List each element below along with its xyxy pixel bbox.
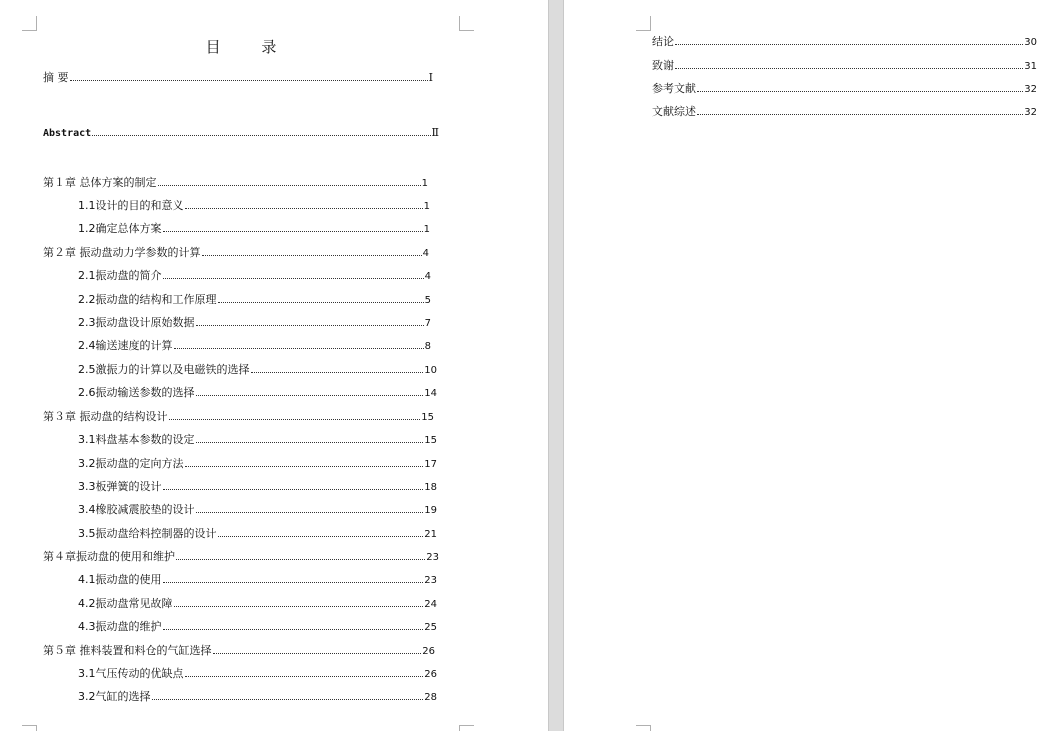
- toc-entry-label: 2.2振动盘的结构和工作原理: [78, 293, 217, 306]
- toc-entry[interactable]: [78, 315, 431, 330]
- toc-entry-page: 25: [424, 622, 437, 633]
- toc-entry-page: 26: [424, 669, 437, 680]
- toc-entry-label: 摘 要: [43, 71, 69, 84]
- toc-entry-page: 28: [424, 692, 437, 703]
- toc-entry-label: 2.4输送速度的计算: [78, 339, 173, 352]
- dot-leader: [218, 293, 424, 303]
- toc-entry[interactable]: [78, 572, 437, 587]
- dot-leader: [196, 503, 424, 513]
- toc-entry-page: 18: [424, 482, 437, 493]
- crop-mark: [459, 16, 474, 31]
- dot-leader: [185, 457, 424, 467]
- toc-entry[interactable]: [78, 502, 437, 517]
- toc-entry-page: 23: [424, 575, 437, 586]
- toc-entry-page: 5: [424, 295, 431, 306]
- toc-entry[interactable]: [43, 175, 428, 190]
- toc-entry[interactable]: [78, 456, 437, 471]
- toc-entry-label: 文献综述: [652, 105, 696, 118]
- toc-entry[interactable]: [78, 385, 437, 400]
- toc-entry-page: Ⅰ: [428, 71, 433, 84]
- dot-leader: [196, 316, 424, 326]
- toc-entry-page: Ⅱ: [431, 126, 439, 139]
- toc-entry-page: 15: [421, 412, 434, 423]
- toc-entry-page: 17: [424, 459, 437, 470]
- toc-entry-label: 3.3板弹簧的设计: [78, 480, 162, 493]
- toc-entry[interactable]: [78, 338, 431, 353]
- toc-entry[interactable]: [652, 58, 1037, 73]
- toc-entry-label: 2.1振动盘的简介: [78, 269, 162, 282]
- crop-mark: [459, 725, 474, 731]
- dot-leader: [675, 35, 1023, 45]
- toc-title: 目 录: [205, 38, 295, 56]
- dot-leader: [185, 199, 423, 209]
- toc-entry[interactable]: [78, 596, 437, 611]
- toc-entry[interactable]: [43, 245, 429, 260]
- toc-entry-page: 14: [424, 388, 437, 399]
- page-2: [564, 0, 1053, 731]
- toc-entry-label: 1.1设计的目的和意义: [78, 199, 184, 212]
- toc-entry-page: 30: [1024, 37, 1037, 48]
- dot-leader: [174, 339, 424, 349]
- toc-entry[interactable]: [78, 479, 437, 494]
- toc-entry[interactable]: [78, 666, 437, 681]
- toc-entry-label: 2.5激振力的计算以及电磁铁的选择: [78, 363, 250, 376]
- toc-entry[interactable]: [78, 292, 431, 307]
- dot-leader: [163, 222, 423, 232]
- toc-entry-label: 2.6振动输送参数的选择: [78, 386, 195, 399]
- toc-entry-label: 4.3振动盘的维护: [78, 620, 162, 633]
- toc-entry[interactable]: [78, 432, 437, 447]
- dot-leader: [185, 667, 424, 677]
- toc-entry-label: 参考文献: [652, 82, 696, 95]
- dot-leader: [213, 644, 422, 654]
- dot-leader: [152, 690, 424, 700]
- toc-entry-label: 3.1料盘基本参数的设定: [78, 433, 195, 446]
- toc-entry-label: 3.5振动盘给料控制器的设计: [78, 527, 217, 540]
- toc-entry-label: 3.4橡胶减震胶垫的设计: [78, 503, 195, 516]
- crop-mark: [22, 725, 37, 731]
- dot-leader: [92, 126, 430, 136]
- toc-entry-page: 4: [422, 248, 429, 259]
- toc-entry-page: 8: [424, 341, 431, 352]
- dot-leader: [158, 176, 421, 186]
- toc-entry-label: 4.1振动盘的使用: [78, 573, 162, 586]
- dot-leader: [675, 59, 1023, 69]
- toc-entry-label: 第４章振动盘的使用和维护: [43, 550, 175, 563]
- toc-entry-page: 32: [1024, 84, 1037, 95]
- dot-leader: [196, 386, 424, 396]
- toc-entry-label: Abstract: [43, 128, 92, 139]
- toc-entry[interactable]: [78, 198, 430, 213]
- toc-entry[interactable]: [43, 549, 439, 564]
- toc-entry-page: 1: [423, 201, 430, 212]
- toc-entry-label: 第５章 推料装置和料仓的气缸选择: [43, 644, 212, 657]
- toc-entry[interactable]: [78, 689, 437, 704]
- toc-entry[interactable]: [78, 526, 437, 541]
- toc-entry-page: 7: [424, 318, 431, 329]
- dot-leader: [163, 573, 424, 583]
- toc-entry-label: 3.1气压传动的优缺点: [78, 667, 184, 680]
- toc-entry-label: 第１章 总体方案的制定: [43, 176, 157, 189]
- toc-entry[interactable]: [43, 70, 433, 85]
- toc-entry-page: 26: [422, 646, 435, 657]
- toc-entry-label: 2.3振动盘设计原始数据: [78, 316, 195, 329]
- dot-leader: [251, 363, 424, 373]
- toc-entry-page: 24: [424, 599, 437, 610]
- toc-entry-page: 19: [424, 505, 437, 516]
- toc-entry[interactable]: [43, 409, 434, 424]
- dot-leader: [169, 410, 421, 420]
- dot-leader: [163, 480, 424, 490]
- toc-entry-page: 21: [424, 529, 437, 540]
- dot-leader: [163, 620, 424, 630]
- toc-entry-page: 23: [426, 552, 439, 563]
- dot-leader: [163, 269, 424, 279]
- toc-entry-label: 3.2振动盘的定向方法: [78, 457, 184, 470]
- toc-entry-page: 31: [1024, 61, 1037, 72]
- toc-entry-page: 1: [421, 178, 428, 189]
- toc-entry[interactable]: [78, 362, 437, 377]
- toc-entry-label: 3.2气缸的选择: [78, 690, 151, 703]
- toc-entry-page: 32: [1024, 107, 1037, 118]
- crop-mark: [636, 16, 651, 31]
- toc-entry-label: 1.2确定总体方案: [78, 222, 162, 235]
- dot-leader: [202, 246, 422, 256]
- toc-entry-page: 15: [424, 435, 437, 446]
- toc-entry[interactable]: [78, 221, 430, 236]
- toc-entry[interactable]: [652, 81, 1037, 96]
- dot-leader: [70, 71, 428, 81]
- dot-leader: [218, 527, 424, 537]
- dot-leader: [176, 550, 425, 560]
- toc-entry[interactable]: [78, 268, 431, 283]
- toc-entry[interactable]: [652, 104, 1037, 119]
- toc-entry[interactable]: [43, 643, 435, 658]
- dot-leader: [697, 82, 1023, 92]
- toc-entry-label: 结论: [652, 35, 674, 48]
- toc-entry-page: 4: [424, 271, 431, 282]
- toc-entry-label: 4.2振动盘常见故障: [78, 597, 173, 610]
- toc-entry[interactable]: [78, 619, 437, 634]
- dot-leader: [697, 105, 1023, 115]
- crop-mark: [636, 725, 651, 731]
- toc-entry-page: 1: [423, 224, 430, 235]
- toc-entry-label: 第３章 振动盘的结构设计: [43, 410, 168, 423]
- toc-entry[interactable]: [43, 125, 439, 140]
- dot-leader: [174, 597, 424, 607]
- toc-entry-page: 10: [424, 365, 437, 376]
- crop-mark: [22, 16, 37, 31]
- dot-leader: [196, 433, 424, 443]
- toc-entry-label: 第２章 振动盘动力学参数的计算: [43, 246, 201, 259]
- toc-entry-label: 致谢: [652, 59, 674, 72]
- page-gap: [548, 0, 564, 731]
- toc-entry[interactable]: [652, 34, 1037, 49]
